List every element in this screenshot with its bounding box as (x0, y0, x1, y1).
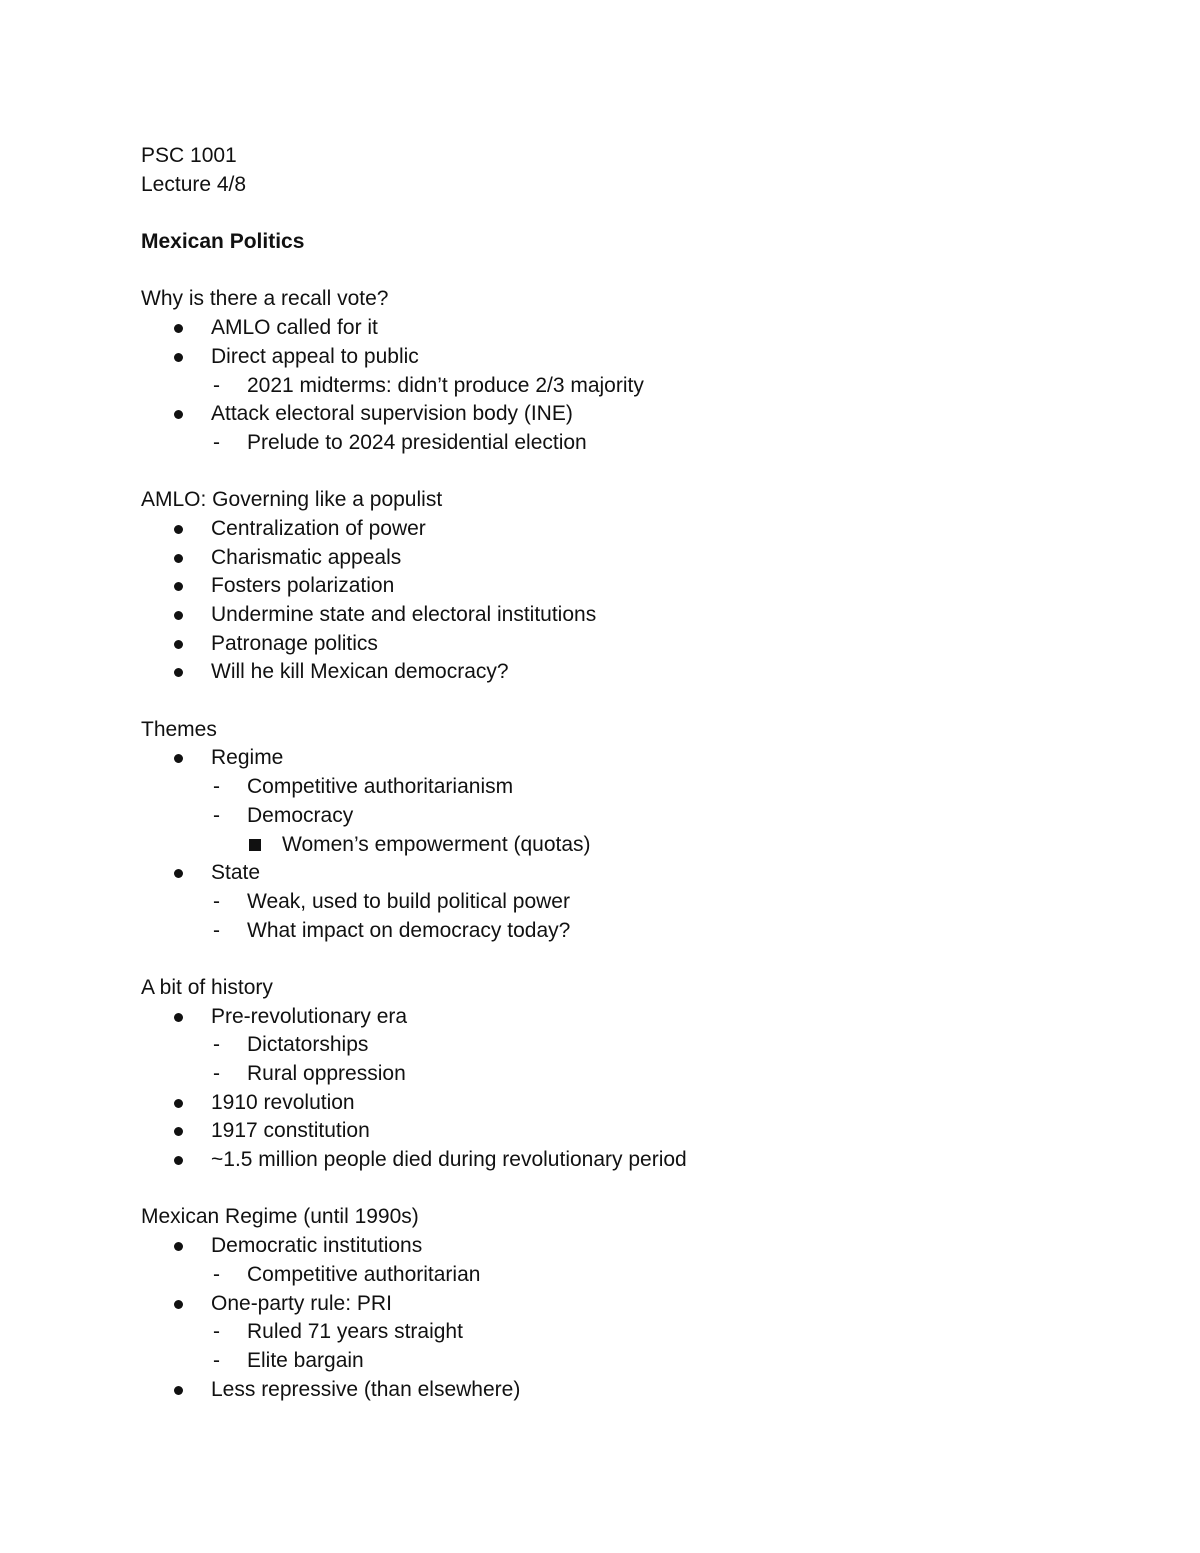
list-item (141, 572, 1141, 601)
list-item (141, 773, 1141, 802)
list-item-text: Undermine state and electoral institutions (211, 603, 597, 626)
list-item-text: Women’s empowerment (quotas) (282, 832, 591, 856)
list-item (141, 1031, 1141, 1060)
list-item-text: State (211, 861, 261, 885)
notes-body (141, 142, 1141, 1404)
bullet-icon (174, 668, 183, 677)
bullet-icon (174, 1300, 183, 1309)
list-item (141, 744, 1141, 773)
list-item (141, 1290, 1141, 1319)
list-item (141, 1347, 1141, 1376)
list-item-text: 2021 midterms: didn’t produce 2/3 majority (247, 373, 644, 397)
list-item (141, 1117, 1141, 1146)
bullet-icon (174, 1242, 183, 1251)
bullet-icon (174, 1156, 183, 1165)
list-item (141, 544, 1141, 573)
bullet-icon (174, 353, 183, 362)
spacer (141, 257, 1141, 286)
dash-icon: - (213, 1348, 220, 1372)
list-item-text: Competitive authoritarianism (247, 775, 514, 799)
list-item-text: Charismatic appeals (211, 545, 402, 569)
dash-icon: - (213, 373, 220, 397)
list-item-text: What impact on democracy today? (247, 918, 571, 942)
section-heading: A bit of history (141, 975, 273, 999)
list-item-text: Rural oppression (247, 1062, 406, 1085)
bullet-icon (174, 582, 183, 591)
list-item (141, 1318, 1141, 1347)
bullet-icon (174, 324, 183, 333)
list-item-text: Patronage politics (211, 631, 378, 655)
section-heading: Mexican Regime (until 1990s) (141, 1205, 419, 1229)
list-item-text: Democracy (247, 803, 354, 827)
dash-icon: - (213, 1062, 220, 1085)
bullet-icon (174, 554, 183, 563)
section-heading: AMLO: Governing like a populist (141, 488, 443, 512)
dash-icon: - (213, 1033, 220, 1057)
dash-icon: - (213, 889, 220, 913)
bullet-icon (174, 1099, 183, 1108)
bullet-icon (174, 611, 183, 620)
list-item (141, 658, 1141, 687)
bullet-icon (174, 1127, 183, 1136)
dash-icon: - (213, 1262, 220, 1286)
spacer (141, 1175, 1141, 1204)
spacer (141, 458, 1141, 487)
list-item (141, 372, 1141, 401)
list-item (141, 1376, 1141, 1405)
list-item (141, 630, 1141, 659)
list-item (141, 1003, 1141, 1032)
list-item-text: Competitive authoritarian (247, 1262, 481, 1286)
list-item-text: Direct appeal to public (211, 344, 419, 368)
list-item-text: One-party rule: PRI (211, 1291, 392, 1315)
spacer (141, 945, 1141, 974)
spacer (141, 199, 1141, 228)
lecture-date: Lecture 4/8 (141, 172, 247, 196)
list-item (141, 1232, 1141, 1261)
list-item-text: 1910 revolution (211, 1090, 355, 1114)
list-item (141, 1146, 1141, 1175)
list-item (141, 1089, 1141, 1118)
dash-icon: - (213, 430, 220, 454)
list-item (141, 917, 1141, 946)
list-item-text: 1917 constitution (211, 1119, 370, 1143)
list-item (141, 515, 1141, 544)
list-item-text: Pre-revolutionary era (211, 1004, 408, 1028)
list-item-text: Weak, used to build political power (247, 889, 570, 913)
list-item (141, 1261, 1141, 1290)
section-heading: Themes (141, 717, 217, 741)
list-item-text: Dictatorships (247, 1033, 369, 1057)
list-item (141, 859, 1141, 888)
list-item-text: Prelude to 2024 presidential election (247, 430, 587, 454)
list-item (141, 831, 1141, 860)
list-item (141, 429, 1141, 458)
section-heading: Why is there a recall vote? (141, 287, 389, 311)
list-item-text: Less repressive (than elsewhere) (211, 1377, 521, 1401)
list-item-text: ~1.5 million people died during revolutionary period (211, 1148, 687, 1172)
list-item (141, 343, 1141, 372)
list-item-text: Attack electoral supervision body (INE) (211, 402, 573, 426)
list-item-text: Centralization of power (211, 516, 426, 540)
bullet-icon (174, 525, 183, 534)
bullet-icon (174, 410, 183, 419)
list-item-text: Ruled 71 years straight (247, 1320, 463, 1344)
list-item-text: Democratic institutions (211, 1234, 423, 1258)
spacer (141, 687, 1141, 716)
list-item (141, 314, 1141, 343)
bullet-icon (174, 1386, 183, 1395)
dash-icon: - (213, 1320, 220, 1344)
course-code: PSC 1001 (141, 144, 237, 167)
list-item-text: Regime (211, 746, 284, 770)
list-item (141, 802, 1141, 831)
bullet-icon (174, 754, 183, 763)
list-item-text: Will he kill Mexican democracy? (211, 660, 509, 684)
dash-icon: - (213, 803, 220, 827)
list-item (141, 888, 1141, 917)
list-item (141, 601, 1141, 630)
bullet-icon (174, 869, 183, 878)
list-item (141, 1060, 1141, 1089)
bullet-icon (174, 1013, 183, 1022)
list-item-text: AMLO called for it (211, 316, 378, 340)
page-title: Mexican Politics (141, 230, 305, 254)
list-item-text: Fosters polarization (211, 574, 395, 598)
dash-icon: - (213, 775, 220, 799)
square-bullet-icon (249, 839, 261, 851)
list-item (141, 400, 1141, 429)
dash-icon: - (213, 918, 220, 942)
list-item-text: Elite bargain (247, 1348, 364, 1372)
bullet-icon (174, 640, 183, 649)
sections-container (141, 257, 1141, 1405)
